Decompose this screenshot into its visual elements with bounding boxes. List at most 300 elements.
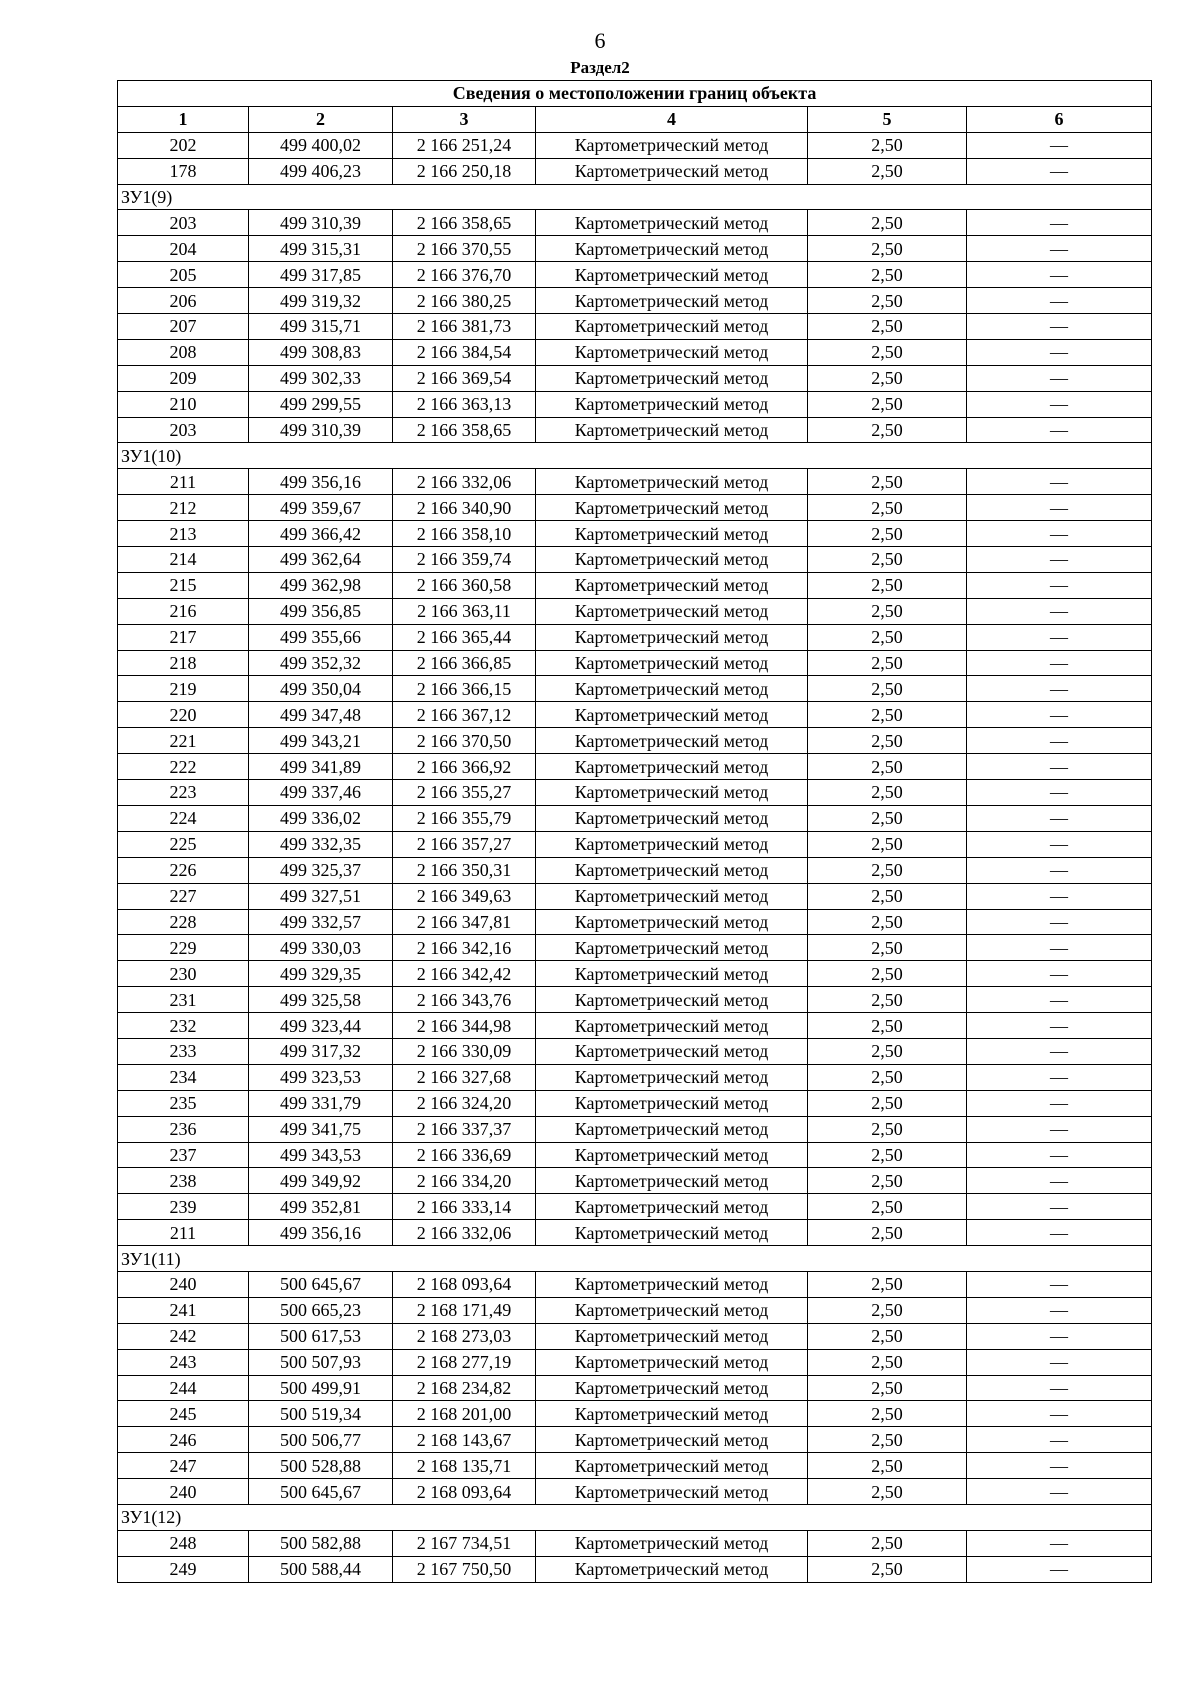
point-number-cell: 214 (118, 547, 249, 573)
method-cell: Картометрический метод (536, 624, 808, 650)
column-header: 4 (536, 106, 808, 132)
method-cell: Картометрический метод (536, 961, 808, 987)
method-cell: Картометрический метод (536, 572, 808, 598)
table-row (118, 935, 1152, 961)
table-row (118, 1142, 1152, 1168)
accuracy-cell: 2,50 (808, 210, 967, 236)
point-number-cell: 225 (118, 831, 249, 857)
y-coordinate-cell: 2 168 273,03 (393, 1323, 536, 1349)
x-coordinate-cell: 499 341,89 (249, 754, 393, 780)
x-coordinate-cell: 500 506,77 (249, 1427, 393, 1453)
accuracy-cell: 2,50 (808, 572, 967, 598)
y-coordinate-cell: 2 166 358,65 (393, 417, 536, 443)
x-coordinate-cell: 500 528,88 (249, 1453, 393, 1479)
column-header: 3 (393, 106, 536, 132)
method-cell: Картометрический метод (536, 805, 808, 831)
point-number-cell: 224 (118, 805, 249, 831)
table-row (118, 1479, 1152, 1505)
accuracy-cell: 2,50 (808, 857, 967, 883)
point-number-cell: 233 (118, 1038, 249, 1064)
y-coordinate-cell: 2 166 367,12 (393, 702, 536, 728)
description-cell: — (967, 1479, 1152, 1505)
accuracy-cell: 2,50 (808, 391, 967, 417)
x-coordinate-cell: 500 499,91 (249, 1375, 393, 1401)
description-cell: — (967, 1142, 1152, 1168)
method-cell: Картометрический метод (536, 1142, 808, 1168)
accuracy-cell: 2,50 (808, 262, 967, 288)
point-number-cell: 203 (118, 417, 249, 443)
point-number-cell: 213 (118, 521, 249, 547)
x-coordinate-cell: 499 406,23 (249, 158, 393, 184)
accuracy-cell: 2,50 (808, 1297, 967, 1323)
y-coordinate-cell: 2 166 384,54 (393, 339, 536, 365)
table-row (118, 262, 1152, 288)
accuracy-cell: 2,50 (808, 1401, 967, 1427)
page-number: 6 (594, 28, 606, 53)
description-cell: — (967, 1038, 1152, 1064)
point-number-cell: 239 (118, 1194, 249, 1220)
accuracy-cell: 2,50 (808, 780, 967, 806)
y-coordinate-cell: 2 166 363,13 (393, 391, 536, 417)
y-coordinate-cell: 2 166 366,85 (393, 650, 536, 676)
description-cell: — (967, 857, 1152, 883)
description-cell: — (967, 1297, 1152, 1323)
x-coordinate-cell: 499 310,39 (249, 210, 393, 236)
accuracy-cell: 2,50 (808, 132, 967, 158)
x-coordinate-cell: 499 332,35 (249, 831, 393, 857)
accuracy-cell: 2,50 (808, 521, 967, 547)
y-coordinate-cell: 2 166 360,58 (393, 572, 536, 598)
accuracy-cell: 2,50 (808, 909, 967, 935)
description-cell: — (967, 132, 1152, 158)
method-cell: Картометрический метод (536, 495, 808, 521)
x-coordinate-cell: 499 359,67 (249, 495, 393, 521)
y-coordinate-cell: 2 168 093,64 (393, 1271, 536, 1297)
accuracy-cell: 2,50 (808, 702, 967, 728)
x-coordinate-cell: 499 366,42 (249, 521, 393, 547)
table-row (118, 1556, 1152, 1582)
y-coordinate-cell: 2 168 093,64 (393, 1479, 536, 1505)
accuracy-cell: 2,50 (808, 547, 967, 573)
description-cell: — (967, 1271, 1152, 1297)
method-cell: Картометрический метод (536, 1427, 808, 1453)
x-coordinate-cell: 500 507,93 (249, 1349, 393, 1375)
x-coordinate-cell: 499 400,02 (249, 132, 393, 158)
description-cell: — (967, 1090, 1152, 1116)
x-coordinate-cell: 499 299,55 (249, 391, 393, 417)
description-cell: — (967, 728, 1152, 754)
table-row (118, 1297, 1152, 1323)
table-row (118, 883, 1152, 909)
table-row (118, 210, 1152, 236)
method-cell: Картометрический метод (536, 288, 808, 314)
x-coordinate-cell: 499 350,04 (249, 676, 393, 702)
table-row (118, 754, 1152, 780)
method-cell: Картометрический метод (536, 987, 808, 1013)
table-row (118, 288, 1152, 314)
accuracy-cell: 2,50 (808, 1038, 967, 1064)
accuracy-cell: 2,50 (808, 1064, 967, 1090)
table-caption-row (118, 81, 1152, 107)
y-coordinate-cell: 2 166 366,15 (393, 676, 536, 702)
point-number-cell: 221 (118, 728, 249, 754)
y-coordinate-cell: 2 166 327,68 (393, 1064, 536, 1090)
x-coordinate-cell: 499 343,53 (249, 1142, 393, 1168)
y-coordinate-cell: 2 168 171,49 (393, 1297, 536, 1323)
method-cell: Картометрический метод (536, 650, 808, 676)
accuracy-cell: 2,50 (808, 624, 967, 650)
table-row (118, 1427, 1152, 1453)
description-cell: — (967, 288, 1152, 314)
method-cell: Картометрический метод (536, 909, 808, 935)
description-cell: — (967, 1220, 1152, 1246)
method-cell: Картометрический метод (536, 728, 808, 754)
y-coordinate-cell: 2 166 350,31 (393, 857, 536, 883)
table-row (118, 857, 1152, 883)
point-number-cell: 204 (118, 236, 249, 262)
x-coordinate-cell: 499 317,85 (249, 262, 393, 288)
description-cell: — (967, 650, 1152, 676)
description-cell: — (967, 598, 1152, 624)
point-number-cell: 226 (118, 857, 249, 883)
y-coordinate-cell: 2 168 277,19 (393, 1349, 536, 1375)
y-coordinate-cell: 2 166 376,70 (393, 262, 536, 288)
table-row (118, 1271, 1152, 1297)
table-row (118, 676, 1152, 702)
y-coordinate-cell: 2 166 365,44 (393, 624, 536, 650)
x-coordinate-cell: 500 519,34 (249, 1401, 393, 1427)
point-number-cell: 211 (118, 1220, 249, 1246)
accuracy-cell: 2,50 (808, 883, 967, 909)
table-row (118, 469, 1152, 495)
point-number-cell: 242 (118, 1323, 249, 1349)
accuracy-cell: 2,50 (808, 650, 967, 676)
description-cell: — (967, 961, 1152, 987)
y-coordinate-cell: 2 166 251,24 (393, 132, 536, 158)
method-cell: Картометрический метод (536, 314, 808, 340)
description-cell: — (967, 780, 1152, 806)
group-label: ЗУ1(9) (118, 184, 1152, 210)
x-coordinate-cell: 500 588,44 (249, 1556, 393, 1582)
description-cell: — (967, 262, 1152, 288)
point-number-cell: 206 (118, 288, 249, 314)
point-number-cell: 245 (118, 1401, 249, 1427)
table-row (118, 624, 1152, 650)
accuracy-cell: 2,50 (808, 1556, 967, 1582)
point-number-cell: 243 (118, 1349, 249, 1375)
method-cell: Картометрический метод (536, 1556, 808, 1582)
y-coordinate-cell: 2 166 337,37 (393, 1116, 536, 1142)
x-coordinate-cell: 499 315,31 (249, 236, 393, 262)
method-cell: Картометрический метод (536, 236, 808, 262)
description-cell: — (967, 1323, 1152, 1349)
table-row (118, 728, 1152, 754)
point-number-cell: 216 (118, 598, 249, 624)
table-row (118, 391, 1152, 417)
point-number-cell: 247 (118, 1453, 249, 1479)
method-cell: Картометрический метод (536, 1064, 808, 1090)
accuracy-cell: 2,50 (808, 935, 967, 961)
y-coordinate-cell: 2 166 381,73 (393, 314, 536, 340)
table-caption: Сведения о местоположении границ объекта (118, 81, 1152, 107)
point-number-cell: 218 (118, 650, 249, 676)
x-coordinate-cell: 499 352,81 (249, 1194, 393, 1220)
x-coordinate-cell: 499 329,35 (249, 961, 393, 987)
accuracy-cell: 2,50 (808, 987, 967, 1013)
y-coordinate-cell: 2 166 347,81 (393, 909, 536, 935)
description-cell: — (967, 391, 1152, 417)
point-number-cell: 241 (118, 1297, 249, 1323)
x-coordinate-cell: 499 356,16 (249, 1220, 393, 1246)
x-coordinate-cell: 500 582,88 (249, 1530, 393, 1556)
table-row (118, 339, 1152, 365)
table-row (118, 521, 1152, 547)
accuracy-cell: 2,50 (808, 1530, 967, 1556)
description-cell: — (967, 1556, 1152, 1582)
accuracy-cell: 2,50 (808, 158, 967, 184)
method-cell: Картометрический метод (536, 469, 808, 495)
method-cell: Картометрический метод (536, 780, 808, 806)
x-coordinate-cell: 499 341,75 (249, 1116, 393, 1142)
accuracy-cell: 2,50 (808, 1375, 967, 1401)
x-coordinate-cell: 499 327,51 (249, 883, 393, 909)
method-cell: Картометрический метод (536, 1479, 808, 1505)
description-cell: — (967, 469, 1152, 495)
table-row (118, 1220, 1152, 1246)
method-cell: Картометрический метод (536, 676, 808, 702)
description-cell: — (967, 676, 1152, 702)
accuracy-cell: 2,50 (808, 831, 967, 857)
method-cell: Картометрический метод (536, 1375, 808, 1401)
method-cell: Картометрический метод (536, 417, 808, 443)
point-number-cell: 211 (118, 469, 249, 495)
description-cell: — (967, 339, 1152, 365)
point-number-cell: 229 (118, 935, 249, 961)
x-coordinate-cell: 499 343,21 (249, 728, 393, 754)
x-coordinate-cell: 499 332,57 (249, 909, 393, 935)
x-coordinate-cell: 499 362,98 (249, 572, 393, 598)
description-cell: — (967, 1013, 1152, 1039)
accuracy-cell: 2,50 (808, 1220, 967, 1246)
table-row (118, 1064, 1152, 1090)
accuracy-cell: 2,50 (808, 1427, 967, 1453)
description-cell: — (967, 883, 1152, 909)
x-coordinate-cell: 499 336,02 (249, 805, 393, 831)
accuracy-cell: 2,50 (808, 495, 967, 521)
group-label: ЗУ1(10) (118, 443, 1152, 469)
method-cell: Картометрический метод (536, 1349, 808, 1375)
table-row (118, 547, 1152, 573)
y-coordinate-cell: 2 166 370,55 (393, 236, 536, 262)
table-row (118, 650, 1152, 676)
point-number-cell: 235 (118, 1090, 249, 1116)
point-number-cell: 209 (118, 365, 249, 391)
method-cell: Картометрический метод (536, 1453, 808, 1479)
description-cell: — (967, 521, 1152, 547)
table-row (118, 1038, 1152, 1064)
accuracy-cell: 2,50 (808, 236, 967, 262)
point-number-cell: 222 (118, 754, 249, 780)
point-number-cell: 234 (118, 1064, 249, 1090)
y-coordinate-cell: 2 166 343,76 (393, 987, 536, 1013)
y-coordinate-cell: 2 166 370,50 (393, 728, 536, 754)
x-coordinate-cell: 500 645,67 (249, 1479, 393, 1505)
group-row (118, 1246, 1152, 1272)
description-cell: — (967, 1427, 1152, 1453)
table-row (118, 495, 1152, 521)
accuracy-cell: 2,50 (808, 339, 967, 365)
point-number-cell: 223 (118, 780, 249, 806)
table-row (118, 702, 1152, 728)
x-coordinate-cell: 499 325,37 (249, 857, 393, 883)
description-cell: — (967, 754, 1152, 780)
x-coordinate-cell: 500 645,67 (249, 1271, 393, 1297)
accuracy-cell: 2,50 (808, 1142, 967, 1168)
column-header: 2 (249, 106, 393, 132)
table-row (118, 909, 1152, 935)
x-coordinate-cell: 499 315,71 (249, 314, 393, 340)
table-row (118, 132, 1152, 158)
point-number-cell: 212 (118, 495, 249, 521)
table-row (118, 1530, 1152, 1556)
method-cell: Картометрический метод (536, 365, 808, 391)
column-header: 6 (967, 106, 1152, 132)
point-number-cell: 236 (118, 1116, 249, 1142)
y-coordinate-cell: 2 166 357,27 (393, 831, 536, 857)
table-row (118, 1323, 1152, 1349)
point-number-cell: 249 (118, 1556, 249, 1582)
x-coordinate-cell: 499 362,64 (249, 547, 393, 573)
description-cell: — (967, 987, 1152, 1013)
point-number-cell: 215 (118, 572, 249, 598)
description-cell: — (967, 624, 1152, 650)
method-cell: Картометрический метод (536, 598, 808, 624)
point-number-cell: 202 (118, 132, 249, 158)
y-coordinate-cell: 2 168 201,00 (393, 1401, 536, 1427)
y-coordinate-cell: 2 168 135,71 (393, 1453, 536, 1479)
method-cell: Картометрический метод (536, 1090, 808, 1116)
description-cell: — (967, 547, 1152, 573)
column-header-row (118, 106, 1152, 132)
point-number-cell: 205 (118, 262, 249, 288)
point-number-cell: 220 (118, 702, 249, 728)
x-coordinate-cell: 499 349,92 (249, 1168, 393, 1194)
method-cell: Картометрический метод (536, 521, 808, 547)
description-cell: — (967, 1453, 1152, 1479)
y-coordinate-cell: 2 166 336,69 (393, 1142, 536, 1168)
y-coordinate-cell: 2 166 324,20 (393, 1090, 536, 1116)
accuracy-cell: 2,50 (808, 417, 967, 443)
method-cell: Картометрический метод (536, 158, 808, 184)
point-number-cell: 230 (118, 961, 249, 987)
y-coordinate-cell: 2 168 234,82 (393, 1375, 536, 1401)
accuracy-cell: 2,50 (808, 961, 967, 987)
y-coordinate-cell: 2 166 334,20 (393, 1168, 536, 1194)
group-row (118, 1504, 1152, 1530)
table-row (118, 417, 1152, 443)
table-row (118, 1453, 1152, 1479)
accuracy-cell: 2,50 (808, 1323, 967, 1349)
point-number-cell: 240 (118, 1271, 249, 1297)
method-cell: Картометрический метод (536, 1013, 808, 1039)
description-cell: — (967, 495, 1152, 521)
x-coordinate-cell: 499 310,39 (249, 417, 393, 443)
table-row (118, 365, 1152, 391)
description-cell: — (967, 1401, 1152, 1427)
table-row (118, 805, 1152, 831)
description-cell: — (967, 210, 1152, 236)
description-cell: — (967, 314, 1152, 340)
method-cell: Картометрический метод (536, 262, 808, 288)
method-cell: Картометрический метод (536, 1297, 808, 1323)
y-coordinate-cell: 2 166 349,63 (393, 883, 536, 909)
description-cell: — (967, 1530, 1152, 1556)
y-coordinate-cell: 2 166 380,25 (393, 288, 536, 314)
method-cell: Картометрический метод (536, 1220, 808, 1246)
y-coordinate-cell: 2 166 366,92 (393, 754, 536, 780)
description-cell: — (967, 1064, 1152, 1090)
group-row (118, 184, 1152, 210)
point-number-cell: 240 (118, 1479, 249, 1505)
method-cell: Картометрический метод (536, 935, 808, 961)
accuracy-cell: 2,50 (808, 469, 967, 495)
y-coordinate-cell: 2 167 750,50 (393, 1556, 536, 1582)
table-row (118, 831, 1152, 857)
y-coordinate-cell: 2 166 340,90 (393, 495, 536, 521)
y-coordinate-cell: 2 166 342,16 (393, 935, 536, 961)
table-row (118, 780, 1152, 806)
method-cell: Картометрический метод (536, 702, 808, 728)
description-cell: — (967, 417, 1152, 443)
table-row (118, 1375, 1152, 1401)
point-number-cell: 208 (118, 339, 249, 365)
table-row (118, 1090, 1152, 1116)
x-coordinate-cell: 499 323,53 (249, 1064, 393, 1090)
description-cell: — (967, 1194, 1152, 1220)
accuracy-cell: 2,50 (808, 288, 967, 314)
method-cell: Картометрический метод (536, 857, 808, 883)
point-number-cell: 217 (118, 624, 249, 650)
method-cell: Картометрический метод (536, 547, 808, 573)
description-cell: — (967, 158, 1152, 184)
accuracy-cell: 2,50 (808, 1349, 967, 1375)
x-coordinate-cell: 499 331,79 (249, 1090, 393, 1116)
description-cell: — (967, 1375, 1152, 1401)
point-number-cell: 178 (118, 158, 249, 184)
point-number-cell: 238 (118, 1168, 249, 1194)
x-coordinate-cell: 500 665,23 (249, 1297, 393, 1323)
accuracy-cell: 2,50 (808, 1271, 967, 1297)
accuracy-cell: 2,50 (808, 1116, 967, 1142)
x-coordinate-cell: 499 347,48 (249, 702, 393, 728)
table-row (118, 961, 1152, 987)
y-coordinate-cell: 2 166 333,14 (393, 1194, 536, 1220)
table-row (118, 598, 1152, 624)
x-coordinate-cell: 499 319,32 (249, 288, 393, 314)
point-number-cell: 232 (118, 1013, 249, 1039)
method-cell: Картометрический метод (536, 831, 808, 857)
method-cell: Картометрический метод (536, 754, 808, 780)
group-label: ЗУ1(12) (118, 1504, 1152, 1530)
y-coordinate-cell: 2 166 355,27 (393, 780, 536, 806)
table-row (118, 1116, 1152, 1142)
description-cell: — (967, 365, 1152, 391)
y-coordinate-cell: 2 166 363,11 (393, 598, 536, 624)
accuracy-cell: 2,50 (808, 365, 967, 391)
point-number-cell: 231 (118, 987, 249, 1013)
accuracy-cell: 2,50 (808, 1013, 967, 1039)
point-number-cell: 246 (118, 1427, 249, 1453)
